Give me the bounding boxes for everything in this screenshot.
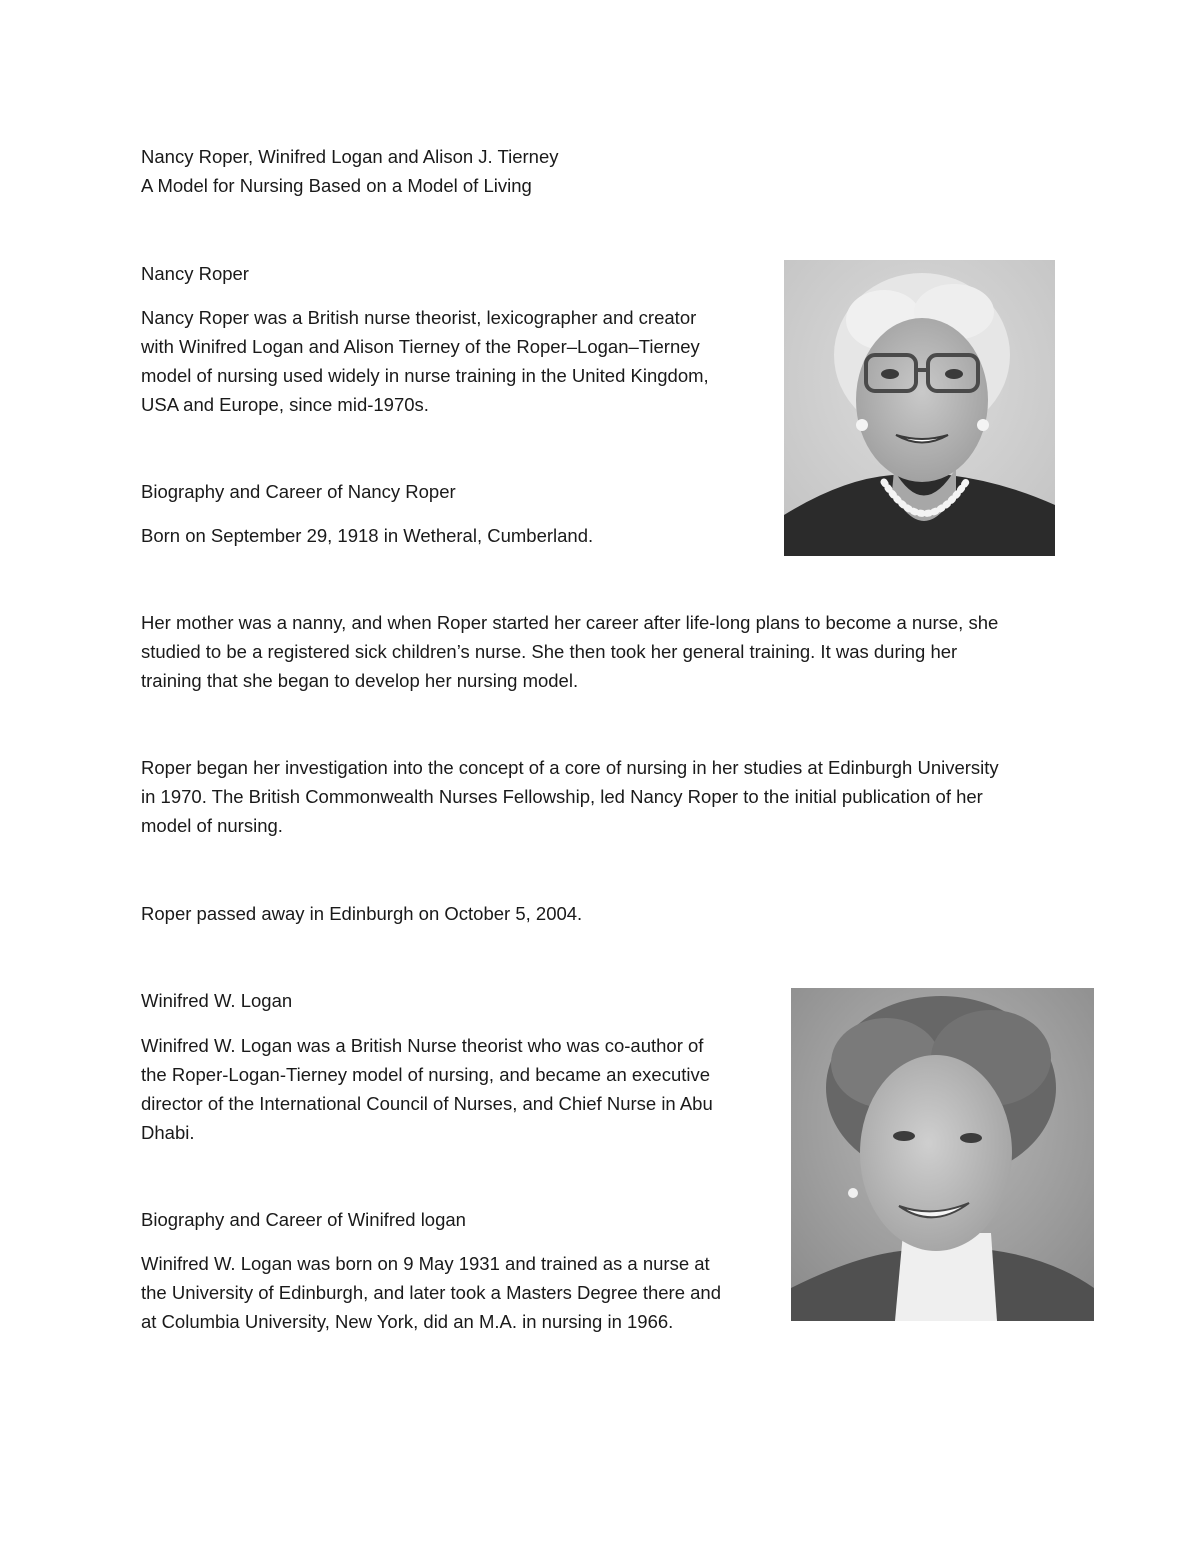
logan-intro-line: Dhabi. xyxy=(141,1122,195,1143)
roper-intro-line: USA and Europe, since mid-1970s. xyxy=(141,394,429,415)
nancy-roper-photo xyxy=(784,260,1055,556)
portrait-logan-illustration xyxy=(791,988,1094,1321)
winifred-logan-photo xyxy=(791,988,1094,1321)
header-authors: Nancy Roper, Winifred Logan and Alison J. Tierney xyxy=(141,146,559,167)
roper-intro-paragraph xyxy=(141,303,709,419)
roper-investigation-paragraph xyxy=(141,753,999,840)
roper-death: Roper passed away in Edinburgh on October 5, 2004. xyxy=(141,903,583,924)
roper-investigation-line: in 1970. The British Commonwealth Nurses Fellowship, led Nancy Roper to the initial publication of her xyxy=(141,786,983,807)
logan-heading: Winifred W. Logan xyxy=(141,990,293,1011)
logan-bio-line: Winifred W. Logan was born on 9 May 1931 and trained as a nurse at xyxy=(141,1253,710,1274)
portrait-roper-illustration xyxy=(784,260,1055,556)
roper-mother-line: studied to be a registered sick children’s nurse. She then took her general training. It was during her xyxy=(141,641,958,662)
roper-bio-heading: Biography and Career of Nancy Roper xyxy=(141,481,456,502)
header-title: A Model for Nursing Based on a Model of Living xyxy=(141,175,532,196)
roper-investigation-line: model of nursing. xyxy=(141,815,283,836)
logan-intro-line: director of the International Council of Nurses, and Chief Nurse in Abu xyxy=(141,1093,713,1114)
roper-investigation-line: Roper began her investigation into the concept of a core of nursing in her studies at Edinburgh University xyxy=(141,757,999,778)
roper-born: Born on September 29, 1918 in Wetheral, Cumberland. xyxy=(141,525,594,546)
roper-intro-line: Nancy Roper was a British nurse theorist, lexicographer and creator xyxy=(141,307,697,328)
roper-intro-line: with Winifred Logan and Alison Tierney of the Roper–Logan–Tierney xyxy=(141,336,700,357)
roper-mother-line: training that she began to develop her nursing model. xyxy=(141,670,579,691)
logan-bio-line: the University of Edinburgh, and later took a Masters Degree there and xyxy=(141,1282,721,1303)
logan-bio-heading: Biography and Career of Winifred logan xyxy=(141,1209,466,1230)
logan-bio-line: at Columbia University, New York, did an M.A. in nursing in 1966. xyxy=(141,1311,674,1332)
roper-mother-paragraph xyxy=(141,608,998,695)
logan-intro-line: Winifred W. Logan was a British Nurse theorist who was co-author of xyxy=(141,1035,704,1056)
logan-bio-paragraph xyxy=(141,1249,721,1336)
roper-heading: Nancy Roper xyxy=(141,263,249,284)
logan-intro-line: the Roper-Logan-Tierney model of nursing, and became an executive xyxy=(141,1064,711,1085)
roper-mother-line: Her mother was a nanny, and when Roper started her career after life-long plans to become a nurse, she xyxy=(141,612,999,633)
logan-intro-paragraph xyxy=(141,1031,713,1147)
roper-intro-line: model of nursing used widely in nurse training in the United Kingdom, xyxy=(141,365,709,386)
